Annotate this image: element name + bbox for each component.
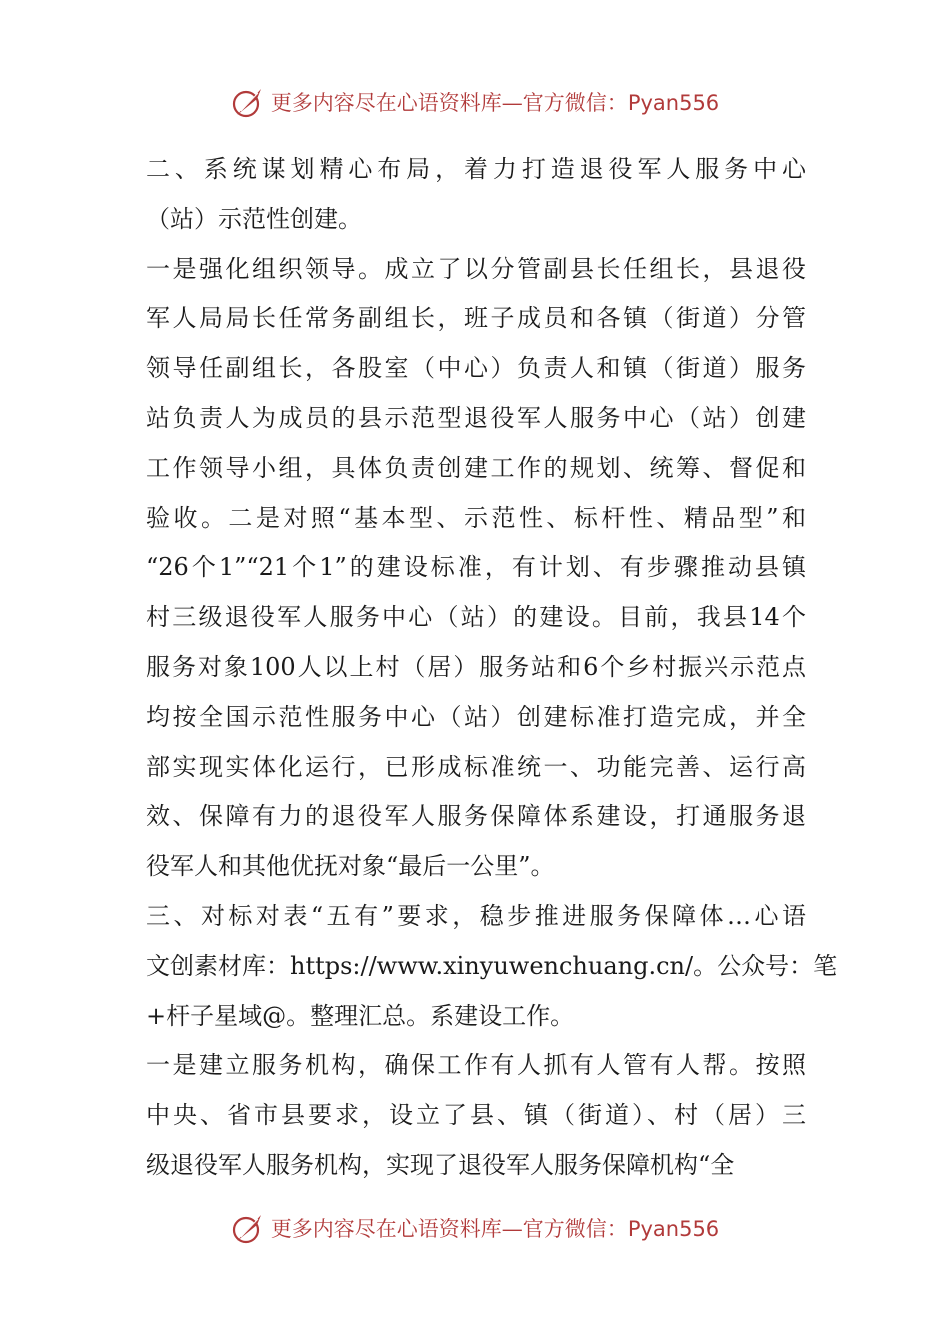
document-body	[146, 145, 838, 1191]
text-line: 级退役军人服务机构，实现了退役军人服务保障机构“全	[146, 1150, 735, 1179]
text-line: +杆子星域@。整理汇总。系建设工作。	[146, 1001, 575, 1030]
watermark-text: 更多内容尽在心语资料库—官方微信：Pyan556	[270, 1217, 720, 1241]
text-line: 村三级退役军人服务中心（站）的建设。目前，我县14个	[146, 603, 806, 632]
wechat-id: Pyan556	[627, 91, 720, 115]
header-watermark-banner	[0, 82, 950, 122]
quill-logo-icon	[231, 85, 265, 119]
quill-logo-icon	[231, 1211, 265, 1245]
text-line: 文创素材库：https://www.xinyuwenchuang.cn/。公众号：笔	[146, 951, 838, 980]
text-line: （站）示范性创建。	[146, 204, 362, 233]
text-line: 效、保障有力的退役军人服务保障体系建设，打通服务退	[146, 802, 806, 831]
text-line: 二、系统谋划精心布局，着力打造退役军人服务中心	[146, 155, 806, 183]
text-line: “26个1”“21个1”的建设标准，有计划、有步骤推动县镇	[146, 553, 806, 582]
text-line: 一是强化组织领导。成立了以分管副县长任组长，县退役	[146, 254, 806, 283]
text-line: 站负责人为成员的县示范型退役军人服务中心（站）创建	[146, 403, 806, 432]
wechat-id: Pyan556	[627, 1217, 720, 1241]
text-line: 役军人和其他优抚对象“最后一公里”。	[146, 852, 555, 881]
text-line: 领导任副组长，各股室（中心）负责人和镇（街道）服务	[146, 354, 806, 383]
text-line: 中央、省市县要求，设立了县、镇（街道）、村（居）三	[146, 1101, 806, 1130]
text-line: 均按全国示范性服务中心（站）创建标准打造完成，并全	[146, 702, 806, 731]
text-line: 三、对标对表“五有”要求，稳步推进服务保障体…心语	[146, 901, 806, 930]
text-line: 一是建立服务机构，确保工作有人抓有人管有人帮。按照	[146, 1051, 806, 1080]
text-line: 验收。二是对照“基本型、示范性、标杆性、精品型”和	[146, 503, 806, 532]
watermark-text: 更多内容尽在心语资料库—官方微信：Pyan556	[270, 91, 720, 115]
text-line: 部实现实体化运行，已形成标准统一、功能完善、运行高	[146, 752, 806, 781]
text-line: 工作领导小组，具体负责创建工作的规划、统筹、督促和	[146, 453, 806, 482]
footer-watermark-banner	[0, 1208, 950, 1248]
text-line: 服务对象100人以上村（居）服务站和6个乡村振兴示范点	[146, 652, 806, 681]
text-line: 军人局局长任常务副组长，班子成员和各镇（街道）分管	[146, 304, 806, 333]
